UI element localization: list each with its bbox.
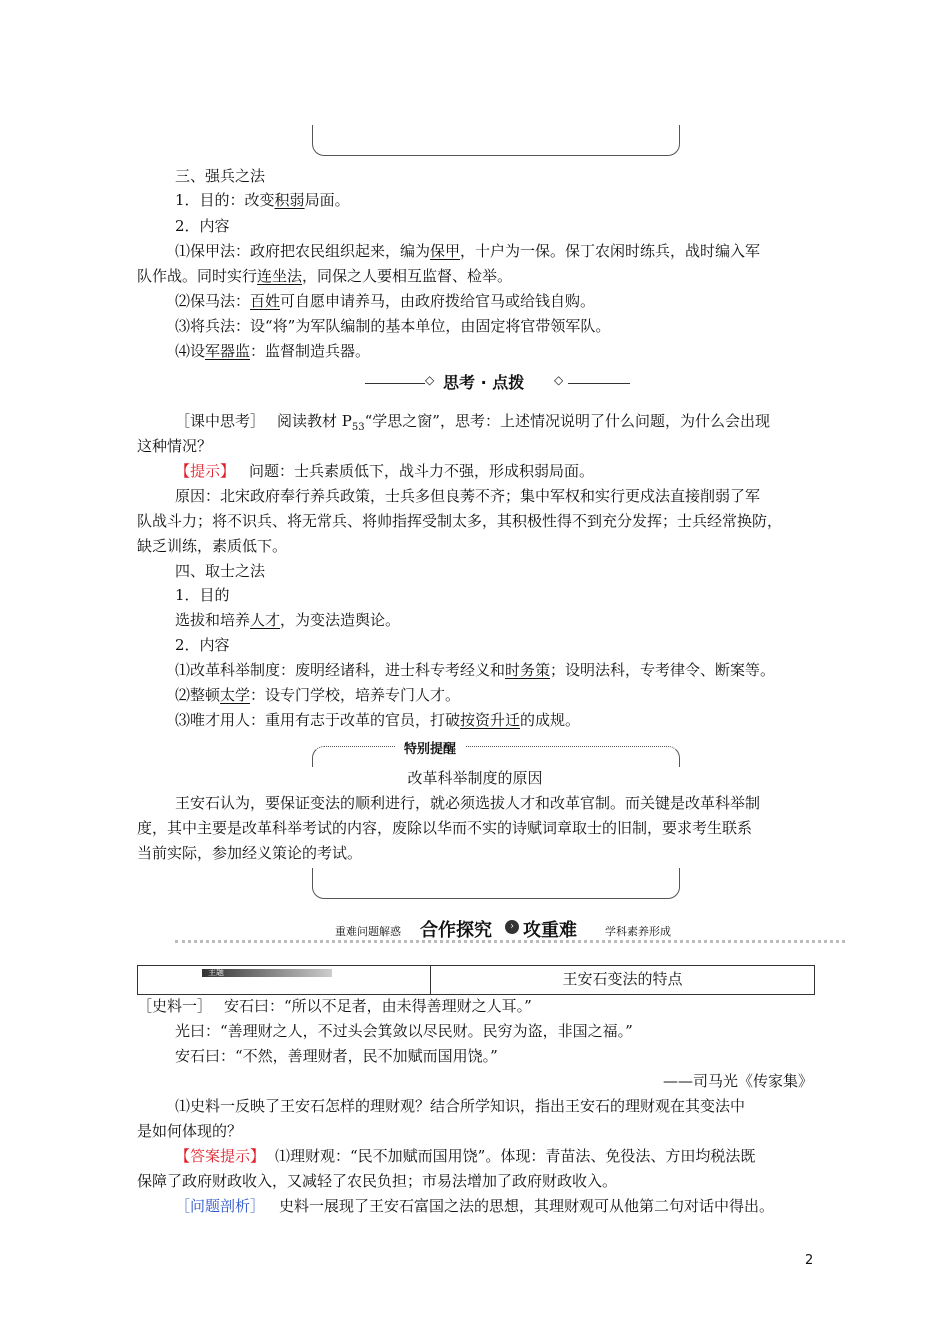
section-title: 三、强兵之法 (175, 167, 266, 185)
notice-box-top (312, 746, 680, 767)
paragraph: 队战斗力；将不识兵、将无常兵、将帅指挥受制太多，其积极性得不到充分发挥；士兵经常换防， (137, 512, 783, 530)
subheading: 1．目的 (175, 586, 230, 604)
paragraph: 当前实际，参加经义策论的考试。 (137, 844, 363, 862)
question: 这种情况？ (137, 437, 213, 455)
diamond-icon: ◇ (554, 373, 564, 387)
paragraph: ⑴保甲法：政府把农民组织起来，编为保甲，十户为一保。保丁农闲时练兵，战时编入军 (175, 242, 761, 260)
paragraph: ⑵保马法：百姓可自愿申请养马，由政府拨给官马或给钱自购。 (175, 292, 596, 310)
subheading: 2．内容 (175, 217, 230, 235)
source-line: ［史料一］ 安石曰：“所以不足者，由未得善理财之人耳。” (137, 997, 532, 1015)
arrow-icon: › (505, 920, 519, 934)
paragraph: ⑶将兵法：设“将”为军队编制的基本单位，由固定将官带领军队。 (175, 317, 611, 335)
source-citation: ——司马光《传家集》 (662, 1072, 813, 1090)
source-line: 安石曰：“不然，善理财者，民不加赋而国用饶。” (175, 1047, 498, 1065)
paragraph: 队作战。同时实行连坐法，同保之人要相互监督、检举。 (137, 267, 513, 285)
hint: 【提示】 问题：士兵素质低下，战斗力不强，形成积弱局面。 (175, 462, 595, 480)
notice-badge (395, 738, 465, 760)
notice-box-bottom (312, 868, 680, 899)
header-main-label-2: 攻重难 (523, 920, 577, 941)
box-bottom-bracket (312, 125, 680, 156)
header-rule (175, 940, 845, 943)
paragraph: ⑶唯才用人：重用有志于改革的官员，打破按资升迁的成规。 (175, 711, 581, 729)
paragraph: 度，其中主要是改革科举考试的内容，废除以华而不实的诗赋词章取士的旧制，要求考生联系 (137, 819, 753, 837)
section-title: 四、取士之法 (175, 562, 266, 580)
notice-title: 改革科举制度的原因 (407, 769, 543, 787)
topic-label-cell (138, 966, 431, 994)
paragraph: ⑵整顿太学：设专门学校，培养专门人才。 (175, 686, 461, 704)
header-left-label: 重难问题解惑 (335, 925, 401, 938)
question: 是如何体现的？ (137, 1122, 243, 1140)
paragraph: 选拔和培养人才，为变法造舆论。 (175, 611, 401, 629)
topic-table (137, 965, 815, 995)
page-number: 2 (805, 1253, 814, 1268)
paragraph: ⑴改革科举制度：废明经诸科，进士科专考经义和时务策；设明法科，专考律令、断案等。 (175, 661, 776, 679)
analysis: ［问题剖析］ 史料一展现了王安石富国之法的思想，其理财观可从他第二句对话中得出。 (175, 1197, 775, 1215)
subheading: 2．内容 (175, 636, 230, 654)
header-main-label: 合作探究 (420, 920, 492, 941)
think-banner (365, 372, 630, 394)
paragraph: 王安石认为，要保证变法的顺利进行，就必须选拔人才和改革官制。而关键是改革科举制 (175, 794, 761, 812)
header-right-label: 学科素养形成 (605, 925, 671, 938)
topic-title: 王安石变法的特点 (562, 970, 683, 988)
paragraph: 缺乏训练，素质低下。 (137, 537, 288, 555)
notice-badge-label: 特别提醒 (403, 742, 456, 757)
answer: 【答案提示】 ⑴理财观：“民不加赋而国用饶”。体现：青苗法、免役法、方田均税法既 (175, 1147, 756, 1165)
diamond-icon: ◇ (425, 373, 435, 387)
answer: 保障了政府财政收入，又减轻了农民负担；市易法增加了政府财政收入。 (137, 1172, 618, 1190)
question: ⑴史料一反映了王安石怎样的理财观？结合所学知识，指出王安石的理财观在其变法中 (175, 1097, 746, 1115)
paragraph: ⑷设军器监：监督制造兵器。 (175, 342, 371, 360)
question: ［课中思考］ 阅读教材 $P_{53}“$学思之窗”，思考：上述情况说明了什么问题，为什么会出现 (175, 412, 770, 433)
paragraph: 1．目的：改变积弱局面。 (175, 191, 350, 209)
banner-title: 思考 · 点拨 (443, 373, 525, 392)
topic-label: 主题 (208, 968, 224, 977)
paragraph: 原因：北宋政府奉行养兵政策，士兵多但良莠不齐；集中军权和实行更戍法直接削弱了军 (175, 487, 761, 505)
source-line: 光曰：“善理财之人，不过头会箕敛以尽民财。民穷为盗，非国之福。” (175, 1022, 633, 1040)
section-header (175, 914, 845, 946)
